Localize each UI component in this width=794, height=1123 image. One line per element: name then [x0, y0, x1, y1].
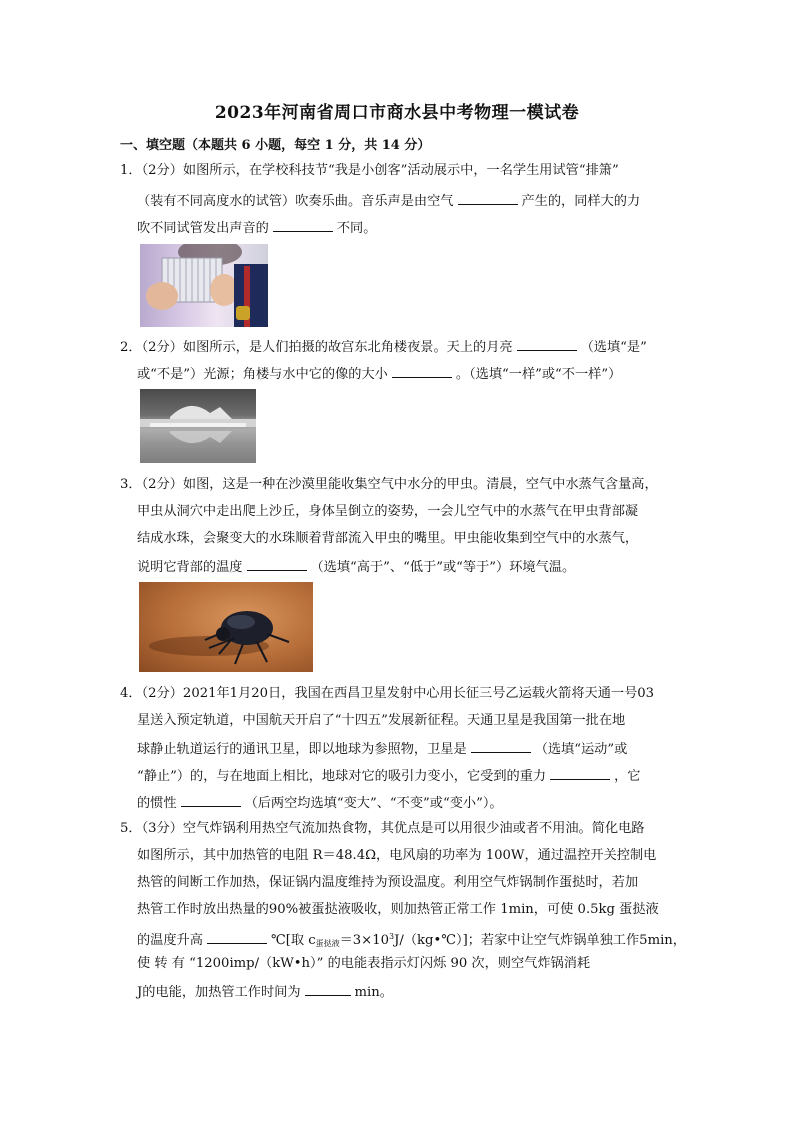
q5-line-1: 5．（3分）空气炸锅利用热空气流加热食物，其优点是可以用很少油或者不用油。简化电路 [120, 821, 645, 836]
q1-blank-1[interactable] [458, 192, 518, 205]
q2-text-1a: 2．（2分）如图所示，是人们拍摄的故宫东北角楼夜景。天上的月亮 [120, 340, 513, 355]
q1-blank-2[interactable] [273, 219, 333, 232]
q4-text-4a: “静止”）的，与在地面上相比，地球对它的吸引力变小，它受到的重力 [137, 769, 547, 784]
q4-text-5a: 的惯性 [137, 796, 177, 811]
q4-line-1: 4．（2分）2021年1月20日，我国在西昌卫星发射中心用长征三号乙运载火箭将天通一号03 [120, 686, 655, 701]
q4-text-4b: ，它 [614, 769, 641, 784]
q3-figure-beetle [139, 582, 313, 672]
q3-blank-1[interactable] [247, 558, 307, 571]
q1-text-3a: 吹不同试管发出声音的 [137, 221, 269, 236]
q1-text-3b: 不同。 [336, 221, 377, 236]
q5-line-6: 使 转 有 “1200imp/（kW•h）” 的电能表指示灯闪烁 90 次，则空气炸锅消耗 [137, 956, 591, 971]
q5-text-7a: J的电能，加热管工作时间为 [137, 985, 301, 1000]
q4-line-2: 星送入预定轨道，中国航天开启了“十四五”发展新征程。天通卫星是我国第一批在地 [137, 713, 626, 728]
q3-text-4b: （选填“高于”、“低于”或“等于”）环境气温。 [310, 560, 576, 575]
q1-text-2a: （装有不同高度水的试管）吹奏乐曲。音乐声是由空气 [137, 194, 454, 209]
q5-subscript: 蛋挞液 [315, 939, 340, 948]
q2-line-2 [137, 365, 621, 383]
q5-line-2: 如图所示，其中加热管的电阻 R＝48.4Ω，电风扇的功率为 100W，通过温控开关控制电 [137, 848, 657, 863]
q5-blank-1[interactable] [207, 931, 267, 944]
corner-tower-night-illustration [140, 389, 256, 463]
q4-line-5 [137, 794, 503, 812]
q1-figure-pan-flute [140, 244, 268, 327]
q2-line-1 [120, 338, 647, 356]
q4-line-3 [137, 740, 627, 758]
q5-text-5b: ℃[取 c [270, 933, 316, 948]
q5-line-4: 热管工作时放出热量的90%被蛋挞液吸收，则加热管正常工作 1min，可使 0.5kg 蛋挞液 [137, 902, 659, 917]
q5-text-7b: min。 [354, 985, 393, 1000]
q5-superscript: 3 [389, 932, 395, 941]
q4-text-3b: （选填“运动”或 [534, 742, 628, 757]
q3-text-4a: 说明它背部的温度 [137, 560, 243, 575]
q5-line-7 [137, 983, 393, 1001]
q2-text-2b: 。（选填“一样”或“不一样”） [455, 367, 622, 382]
q1-text-2b: 产生的，同样大的力 [521, 194, 641, 209]
q3-line-4 [137, 558, 575, 576]
q3-line-2: 甲虫从洞穴中走出爬上沙丘，身体呈倒立的姿势，一会儿空气中的水蒸气在甲虫背部凝 [137, 504, 639, 519]
q2-blank-1[interactable] [517, 338, 577, 351]
q4-blank-2[interactable] [550, 767, 610, 780]
q4-text-3a: 球静止轨道运行的通讯卫星，即以地球为参照物，卫星是 [137, 742, 467, 757]
q1-line-1: 1．（2分）如图所示，在学校科技节“我是小创客”活动展示中，一名学生用试管“排箫” [120, 163, 619, 178]
q5-blank-2[interactable] [305, 983, 351, 996]
q1-line-2 [137, 192, 640, 210]
q3-line-3: 结成水珠，会聚变大的水珠顺着背部流入甲虫的嘴里。甲虫能收集到空气中的水蒸气， [137, 531, 639, 546]
q5-text-5d: J/（kg•℃）]；若家中让空气炸锅单独工作5min， [394, 933, 686, 948]
q2-text-1b: （选填“是” [580, 340, 647, 355]
q4-text-5b: （后两空均选填“变大”、“不变”或“变小”）。 [244, 796, 503, 811]
q2-figure-corner-tower [140, 389, 256, 463]
q5-line-3: 热管的间断工作加热，保证锅内温度维持为预设温度。利用空气炸锅制作蛋挞时，若加 [137, 875, 639, 890]
section-heading: 一、填空题（本题共 6 小题，每空 1 分，共 14 分） [120, 138, 431, 153]
pan-flute-illustration [140, 244, 268, 327]
q4-line-4 [137, 767, 640, 785]
q1-line-3 [137, 219, 376, 237]
q2-blank-2[interactable] [392, 365, 452, 378]
q5-line-5 [137, 929, 686, 952]
q5-text-5c: ＝3×10 [339, 933, 390, 948]
q4-blank-1[interactable] [471, 740, 531, 753]
q5-text-5a: 的温度升高 [137, 933, 203, 948]
q2-text-2a: 或“不是”）光源；角楼与水中它的像的大小 [137, 367, 388, 382]
page-title: 2023年河南省周口市商水县中考物理一模试卷 [214, 103, 580, 123]
q4-blank-3[interactable] [181, 794, 241, 807]
desert-beetle-illustration [139, 582, 313, 672]
q3-line-1: 3．（2分）如图，这是一种在沙漠里能收集空气中水分的甲虫。清晨，空气中水蒸气含量高， [120, 477, 658, 492]
